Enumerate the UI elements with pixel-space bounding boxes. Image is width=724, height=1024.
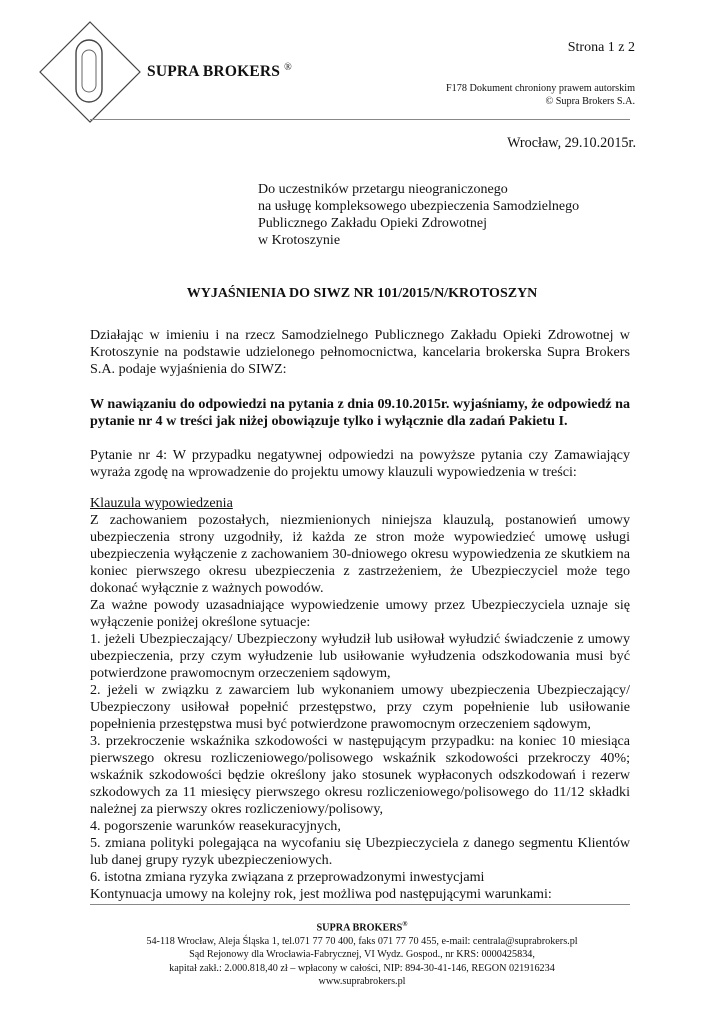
footer: [0, 918, 724, 988]
clause-list-item: 2. jeżeli w związku z zawarciem lub wykonaniem umowy ubezpieczenia Ubezpieczający/ Ubezpieczony usiłował popełnić przestępstwo, przy czym popełnienie lub usiłowanie popełnienia przestępstwa musi być potwierdzone prawomocnym orzeczeniem sądowym,: [90, 682, 630, 732]
clause-list-item: 6. istotna zmiana ryzyka związana z przeprowadzonymi inwestycjami: [90, 869, 485, 885]
recipient-address: Do uczestników przetargu nieograniczonego na usługę kompleksowego ubezpieczenia Samodzielnego Publicznego Zakładu Opieki Zdrowotnej w Krotoszynie: [258, 182, 580, 248]
clause-paragraph: Z zachowaniem pozostałych, niezmienionych niniejsza klauzulą, postanowień umowy ubezpieczenia strony uzgodniły, iż każda ze stron może wypowiedzieć umowę usługi ubezpieczenia wyłączenie z zachowaniem 30-dniowego okresu wypowiedzenia ze skutkiem na koniec pierwszego okresu ubezpieczenia z zastrzeżeniem, że Ubezpieczyciel może tego dokonać wyłącznie z ważnych powodów.: [90, 512, 630, 596]
footer-capital: kapitał zakł.: 2.000.818,40 zł – wpłacony w całości, NIP: 894-30-41-146, REGON 021916234: [169, 962, 555, 974]
clause-heading: Klauzula wypowiedzenia: [90, 495, 233, 511]
question-paragraph: Pytanie nr 4: W przypadku negatywnej odpowiedzi na powyższe pytania czy Zamawiający wyraża zgodę na wprowadzenie do projektu umowy klauzuli wypowiedzenia w treści:: [90, 447, 630, 480]
clause-list-item: 4. pogorszenie warunków reasekuracyjnych,: [90, 818, 341, 834]
footer-contact: 54-118 Wrocław, Aleja Śląska 1, tel.071 77 70 400, faks 071 77 70 455, e-mail: centrala@suprabrokers.pl: [146, 935, 578, 947]
supra-brokers-logo: [38, 20, 142, 124]
page-number: Strona 1 z 2: [567, 40, 635, 55]
footer-registry: Sąd Rejonowy dla Wrocławia-Fabrycznej, VI Wydz. Gospod., nr KRS: 0000425834,: [189, 949, 535, 961]
intro-paragraph: Działając w imieniu i na rzecz Samodzielnego Publicznego Zakładu Opieki Zdrowotnej w Krotoszynie na podstawie udzielonego pełnomocnictwa, kancelaria brokerska Supra Brokers S.A. podaje wyjaśnienia do SIWZ:: [90, 327, 630, 377]
clause-list-item: 1. jeżeli Ubezpieczający/ Ubezpieczony wyłudził lub usiłował wyłudzić świadczenie z umowy ubezpieczenia, przy czym wyłudzenie lub usiłowanie wyłudzenia odszkodowania musi być potwierdzone prawomocnym orzeczeniem sądowym,: [90, 631, 630, 681]
document-date: Wrocław, 29.10.2015r.: [507, 135, 636, 151]
footer-website: www.suprabrokers.pl: [318, 976, 406, 988]
copyright-notice: F178 Dokument chroniony prawem autorskim © Supra Brokers S.A.: [445, 83, 635, 107]
clause-section: [90, 495, 630, 903]
brand-name: SUPRA BROKERS ®: [147, 62, 292, 81]
clause-paragraph: Za ważne powody uzasadniające wypowiedzenie umowy przez Ubezpieczyciela uznaje się wyłączenie poniżej określone sytuacje:: [90, 597, 630, 630]
footer-divider: [90, 904, 630, 905]
clause-list-item: 3. przekroczenie wskaźnika szkodowości w następującym przypadku: na koniec 10 miesiąca pierwszego okresu rozliczeniowego/polisowego wskaźnik szkodowości przekroczy 40%; wskaźnik szkodowości będzie określony jako stosunek wypłaconych odszkodowań i rezerw szkodowych za 11 miesięcy pierwszego okresu rozliczeniowego/polisowego do 11/12 składki należnej za pierwszy okres rozliczeniowy/polisowy,: [90, 733, 630, 817]
footer-company: SUPRA BROKERS®: [316, 920, 408, 934]
header-divider: [90, 119, 630, 120]
document-title: WYJAŚNIENIA DO SIWZ NR 101/2015/N/KROTOSZYN: [186, 286, 538, 301]
brand-registered-mark: ®: [284, 62, 292, 73]
clause-list-item: 5. zmiana polityki polegająca na wycofaniu się Ubezpieczyciela z danego segmentu Klientów lub danej grupy ryzyk ubezpieczeniowych.: [90, 835, 630, 868]
clause-paragraph: Kontynuacja umowy na kolejny rok, jest możliwa pod następującymi warunkami:: [90, 886, 552, 902]
notice-paragraph: W nawiązaniu do odpowiedzi na pytania z dnia 09.10.2015r. wyjaśniamy, że odpowiedź na pytanie nr 4 w treści jak niżej obowiązuje tylko i wyłącznie dla zadań Pakietu I.: [90, 396, 630, 429]
